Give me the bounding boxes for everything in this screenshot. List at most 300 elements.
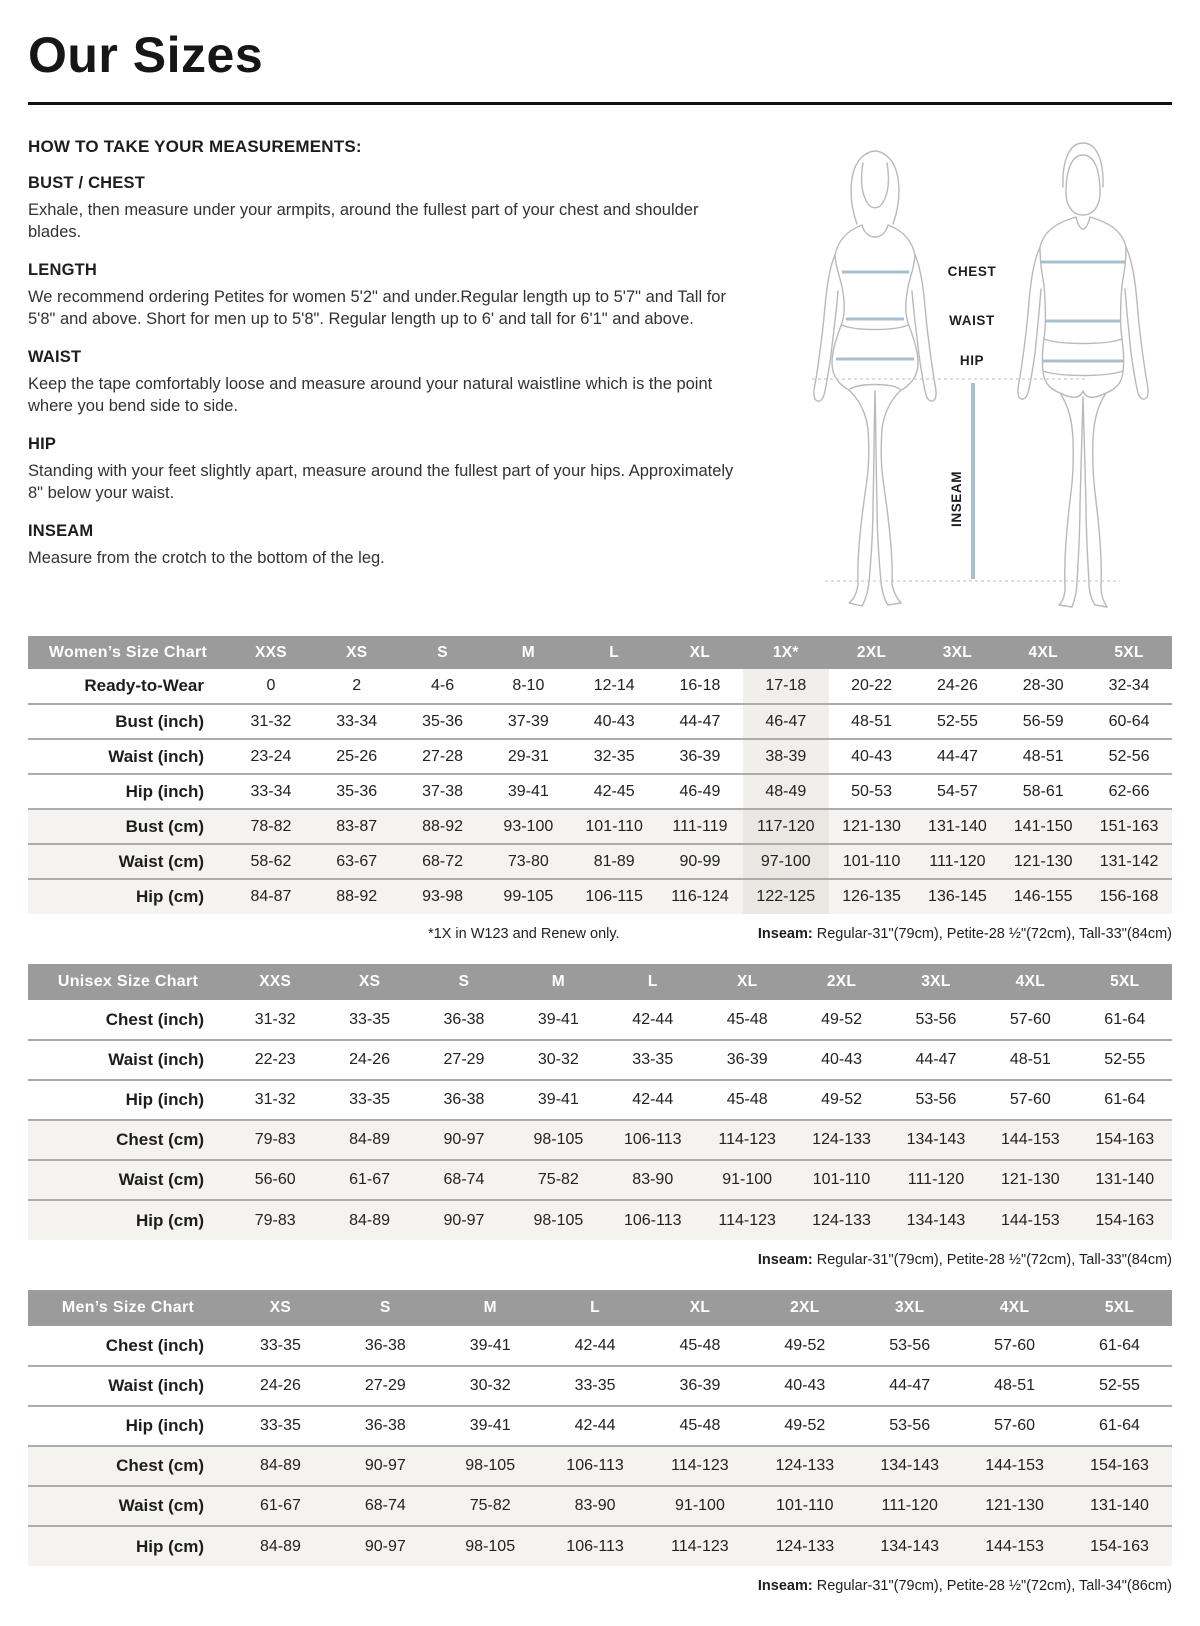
size-value: 35-36 xyxy=(336,782,378,800)
size-value: 50-53 xyxy=(851,782,893,800)
size-value: 48-51 xyxy=(851,712,893,730)
size-value: 57-60 xyxy=(1009,1091,1051,1108)
size-value: 0 xyxy=(266,677,276,694)
column-header: 4XL xyxy=(962,1290,1067,1326)
size-value: 31-32 xyxy=(254,1010,296,1028)
size-value: 46-47 xyxy=(743,704,829,739)
size-value: 121-130 xyxy=(1000,1171,1060,1188)
table-row xyxy=(28,704,1172,739)
size-chart-tables xyxy=(28,636,1172,1594)
size-value: 93-100 xyxy=(503,817,554,835)
table-row xyxy=(28,1200,1172,1240)
row-label: Waist (cm) xyxy=(118,1496,204,1515)
womens-size-chart xyxy=(28,636,1172,942)
size-value: 52-55 xyxy=(1099,1377,1140,1394)
size-value: 106-113 xyxy=(623,1211,682,1229)
size-value: 75-82 xyxy=(469,1497,511,1514)
size-value: 124-133 xyxy=(775,1457,835,1474)
instructions-heading: HOW TO TAKE YOUR MEASUREMENTS: xyxy=(28,137,362,156)
size-value: 60-64 xyxy=(1108,712,1150,730)
size-value: 90-97 xyxy=(443,1211,485,1229)
size-value: 32-35 xyxy=(593,747,635,765)
size-value: 151-163 xyxy=(1099,817,1159,835)
column-header: XXS xyxy=(228,636,314,669)
mens-size-table xyxy=(28,1290,1172,1566)
womens-notes xyxy=(28,926,1172,942)
size-value: 39-41 xyxy=(507,782,549,800)
table-row xyxy=(28,1406,1172,1446)
size-value: 49-52 xyxy=(784,1417,826,1434)
size-value: 24-26 xyxy=(936,677,978,694)
instruction-section-title: WAIST xyxy=(28,347,82,366)
column-header: 1X* xyxy=(743,636,829,669)
row-label: Waist (cm) xyxy=(118,1170,204,1189)
size-value: 98-105 xyxy=(465,1537,516,1555)
size-value: 39-41 xyxy=(469,1336,511,1354)
size-value: 33-35 xyxy=(259,1336,301,1354)
size-value: 49-52 xyxy=(821,1091,862,1108)
mens-notes xyxy=(28,1578,1172,1594)
table-row xyxy=(28,1040,1172,1080)
header-row xyxy=(28,636,1172,669)
row-label: Bust (inch) xyxy=(115,711,204,731)
column-header: 2XL xyxy=(752,1290,857,1326)
size-value: 121-130 xyxy=(1013,852,1073,870)
size-value: 144-153 xyxy=(985,1537,1044,1555)
size-value: 28-30 xyxy=(1022,677,1064,694)
size-value: 30-32 xyxy=(469,1377,511,1394)
size-value: 58-61 xyxy=(1022,782,1064,800)
size-value: 154-163 xyxy=(1090,1537,1149,1555)
size-value: 32-34 xyxy=(1108,677,1150,694)
table-row xyxy=(28,1526,1172,1566)
size-value: 53-56 xyxy=(889,1417,931,1434)
size-value: 121-130 xyxy=(842,817,901,835)
size-value: 83-90 xyxy=(574,1497,616,1514)
row-label: Ready-to-Wear xyxy=(84,676,204,695)
instruction-section xyxy=(28,174,753,244)
instruction-section-body: Keep the tape comfortably loose and measure around your natural waistline which is the point where you bend side to side. xyxy=(28,374,713,416)
size-value: 61-64 xyxy=(1104,1010,1146,1028)
size-value: 83-90 xyxy=(632,1171,674,1188)
size-value: 33-35 xyxy=(349,1091,391,1108)
size-value: 61-64 xyxy=(1104,1091,1146,1108)
size-value: 101-110 xyxy=(842,852,901,870)
row-label: Waist (inch) xyxy=(108,1050,204,1069)
measurement-instructions xyxy=(28,129,753,616)
size-value: 42-45 xyxy=(593,782,635,800)
table-row xyxy=(28,1000,1172,1040)
size-value: 16-18 xyxy=(679,677,721,694)
size-value: 45-48 xyxy=(726,1010,768,1028)
body-outlines xyxy=(814,143,1148,607)
size-value: 90-97 xyxy=(364,1457,406,1474)
size-value: 25-26 xyxy=(336,747,378,765)
size-value: 84-89 xyxy=(349,1131,391,1148)
table-row xyxy=(28,1080,1172,1120)
size-value: 57-60 xyxy=(994,1417,1036,1434)
size-value: 79-83 xyxy=(254,1131,296,1148)
note: Inseam: Regular-31"(79cm), Petite-28 ½"(72cm), Tall-33"(84cm) xyxy=(757,1252,1172,1268)
size-value: 68-74 xyxy=(364,1497,406,1514)
size-value: 106-113 xyxy=(623,1131,682,1148)
size-value: 84-89 xyxy=(259,1457,301,1474)
table-row xyxy=(28,1120,1172,1160)
chart-title: Unisex Size Chart xyxy=(28,964,228,1000)
size-value: 134-143 xyxy=(906,1131,966,1148)
chart-title: Men’s Size Chart xyxy=(28,1290,228,1326)
size-value: 57-60 xyxy=(1009,1010,1051,1028)
table-row xyxy=(28,1326,1172,1366)
size-value: 17-18 xyxy=(743,669,829,704)
size-value: 35-36 xyxy=(422,712,463,730)
size-value: 91-100 xyxy=(675,1497,725,1514)
size-value: 38-39 xyxy=(743,739,829,774)
row-label: Hip (inch) xyxy=(125,1416,204,1435)
size-value: 46-49 xyxy=(679,782,721,800)
table-row xyxy=(28,1446,1172,1486)
size-value: 44-47 xyxy=(679,712,721,730)
table-row xyxy=(28,1366,1172,1406)
table-row xyxy=(28,809,1172,844)
column-header: 3XL xyxy=(889,964,983,1000)
size-value: 36-38 xyxy=(443,1010,485,1028)
size-value: 78-82 xyxy=(250,817,292,835)
size-value: 131-142 xyxy=(1099,852,1159,870)
size-value: 53-56 xyxy=(915,1091,957,1108)
size-value: 114-123 xyxy=(718,1211,776,1229)
column-header: 5XL xyxy=(1078,964,1172,1000)
mens-size-chart xyxy=(28,1290,1172,1594)
column-header: XS xyxy=(228,1290,333,1326)
column-header: XL xyxy=(700,964,794,1000)
size-value: 40-43 xyxy=(851,747,893,765)
size-value: 154-163 xyxy=(1095,1131,1155,1148)
column-header: L xyxy=(606,964,700,1000)
size-value: 84-89 xyxy=(259,1537,301,1555)
size-value: 36-39 xyxy=(679,1377,721,1394)
size-value: 144-153 xyxy=(1000,1211,1060,1229)
size-value: 91-100 xyxy=(722,1171,773,1188)
size-value: 44-47 xyxy=(936,747,978,765)
size-value: 29-31 xyxy=(507,747,549,765)
row-label: Waist (inch) xyxy=(108,746,204,766)
row-label: Waist (cm) xyxy=(118,851,204,871)
size-value: 52-56 xyxy=(1108,747,1150,765)
row-label: Chest (inch) xyxy=(105,1009,204,1029)
size-value: 24-26 xyxy=(349,1051,391,1068)
size-value: 33-35 xyxy=(632,1051,674,1068)
unisex-size-table xyxy=(28,964,1172,1240)
size-value: 111-120 xyxy=(881,1497,938,1514)
size-value: 62-66 xyxy=(1108,782,1150,800)
size-value: 61-67 xyxy=(349,1171,391,1188)
column-header: 5XL xyxy=(1086,636,1172,669)
size-value: 42-44 xyxy=(632,1091,674,1108)
size-value: 134-143 xyxy=(906,1211,966,1229)
size-value: 27-28 xyxy=(422,747,463,765)
size-value: 23-24 xyxy=(250,747,292,765)
size-value: 36-39 xyxy=(726,1051,768,1068)
row-label: Hip (cm) xyxy=(136,887,204,906)
row-label: Chest (cm) xyxy=(116,1130,204,1149)
instruction-sections xyxy=(28,174,753,569)
header-row xyxy=(28,1290,1172,1326)
size-value: 61-64 xyxy=(1099,1417,1140,1434)
size-value: 36-38 xyxy=(364,1336,406,1354)
size-value: 40-43 xyxy=(821,1051,862,1068)
size-value: 39-41 xyxy=(537,1091,579,1108)
size-value: 111-119 xyxy=(672,817,728,835)
size-value: 84-89 xyxy=(349,1211,391,1229)
table-row xyxy=(28,1486,1172,1526)
size-value: 45-48 xyxy=(726,1091,768,1108)
column-header: M xyxy=(485,636,571,669)
size-value: 146-155 xyxy=(1013,888,1073,905)
size-value: 33-34 xyxy=(336,712,378,730)
inseam-label: INSEAM xyxy=(949,470,964,527)
page-title: Our Sizes xyxy=(28,27,264,83)
size-value: 56-60 xyxy=(254,1171,296,1188)
row-label: Hip (inch) xyxy=(125,1090,204,1109)
size-value: 48-51 xyxy=(994,1377,1036,1394)
instruction-section-body: Exhale, then measure under your armpits, around the fullest part of your chest and shoulder blades. xyxy=(28,201,699,242)
size-value: 33-34 xyxy=(250,782,292,800)
size-value: 58-62 xyxy=(250,852,292,870)
size-value: 4-6 xyxy=(430,677,455,694)
size-value: 98-105 xyxy=(465,1457,516,1474)
column-header: S xyxy=(417,964,511,1000)
column-header: 3XL xyxy=(857,1290,962,1326)
table-row xyxy=(28,669,1172,704)
size-value: 39-41 xyxy=(537,1010,579,1028)
column-header: M xyxy=(511,964,605,1000)
size-value: 99-105 xyxy=(503,888,554,905)
size-value: 101-110 xyxy=(585,817,643,835)
size-value: 124-133 xyxy=(812,1131,871,1148)
column-header: 3XL xyxy=(915,636,1001,669)
size-value: 90-99 xyxy=(679,852,721,870)
size-value: 44-47 xyxy=(915,1051,957,1068)
size-value: 114-123 xyxy=(718,1131,776,1148)
size-value: 31-32 xyxy=(254,1091,296,1108)
instruction-section xyxy=(28,261,753,331)
size-value: 42-44 xyxy=(574,1336,616,1354)
row-label: Chest (inch) xyxy=(105,1335,204,1355)
column-header: 2XL xyxy=(794,964,888,1000)
size-value: 20-22 xyxy=(851,677,893,694)
size-value: 79-83 xyxy=(254,1211,296,1229)
size-value: 36-39 xyxy=(679,747,721,765)
size-value: 88-92 xyxy=(422,817,463,835)
measurements-section xyxy=(28,129,1172,616)
size-value: 141-150 xyxy=(1013,817,1073,835)
table-row xyxy=(28,1160,1172,1200)
table-row xyxy=(28,879,1172,914)
column-header: XS xyxy=(314,636,400,669)
size-value: 30-32 xyxy=(537,1051,579,1068)
size-value: 45-48 xyxy=(679,1417,721,1434)
instruction-section xyxy=(28,348,753,418)
size-value: 33-35 xyxy=(349,1010,391,1028)
size-value: 68-74 xyxy=(443,1171,485,1188)
column-header: XS xyxy=(322,964,416,1000)
size-value: 154-163 xyxy=(1090,1457,1149,1474)
column-header: 4XL xyxy=(1000,636,1086,669)
instruction-section-title: LENGTH xyxy=(28,260,98,279)
size-value: 97-100 xyxy=(743,844,829,879)
size-value: 131-140 xyxy=(928,817,987,835)
size-value: 144-153 xyxy=(985,1457,1044,1474)
size-value: 37-39 xyxy=(507,712,549,730)
column-header: 5XL xyxy=(1067,1290,1172,1326)
size-value: 61-67 xyxy=(259,1497,301,1514)
column-header: L xyxy=(571,636,657,669)
size-value: 48-49 xyxy=(743,774,829,809)
size-value: 27-29 xyxy=(443,1051,485,1068)
size-value: 134-143 xyxy=(880,1457,940,1474)
size-value: 93-98 xyxy=(422,888,463,905)
size-value: 121-130 xyxy=(985,1497,1044,1514)
note: Inseam: Regular-31"(79cm), Petite-28 ½"(72cm), Tall-33"(84cm) xyxy=(757,926,1172,942)
size-value: 61-64 xyxy=(1099,1336,1140,1354)
size-value: 124-133 xyxy=(812,1211,871,1229)
chart-title: Women’s Size Chart xyxy=(28,636,228,669)
size-value: 22-23 xyxy=(254,1051,296,1068)
instruction-section-title: HIP xyxy=(28,434,57,453)
size-value: 134-143 xyxy=(880,1537,940,1555)
size-value: 27-29 xyxy=(364,1377,406,1394)
size-value: 90-97 xyxy=(364,1537,406,1555)
size-value: 136-145 xyxy=(928,888,987,905)
size-value: 98-105 xyxy=(533,1131,584,1148)
size-value: 52-55 xyxy=(936,712,978,730)
size-value: 45-48 xyxy=(679,1336,721,1354)
size-value: 114-123 xyxy=(671,1537,729,1555)
size-value: 53-56 xyxy=(915,1010,957,1028)
column-header: 4XL xyxy=(983,964,1077,1000)
size-value: 52-55 xyxy=(1104,1051,1146,1068)
table-row xyxy=(28,774,1172,809)
column-header: L xyxy=(543,1290,648,1326)
size-value: 8-10 xyxy=(512,677,545,694)
size-value: 84-87 xyxy=(250,888,292,905)
size-value: 101-110 xyxy=(812,1171,871,1188)
column-header: S xyxy=(400,636,486,669)
column-header: S xyxy=(333,1290,438,1326)
size-value: 111-120 xyxy=(929,852,986,870)
table-row xyxy=(28,844,1172,879)
size-value: 88-92 xyxy=(336,888,378,905)
size-value: 106-113 xyxy=(566,1457,624,1474)
womens-size-table xyxy=(28,636,1172,914)
size-value: 12-14 xyxy=(593,677,635,694)
size-value: 106-115 xyxy=(585,888,643,905)
size-value: 57-60 xyxy=(994,1336,1036,1354)
waist-label: WAIST xyxy=(949,313,995,328)
size-value: 124-133 xyxy=(775,1537,835,1555)
size-value: 42-44 xyxy=(574,1417,616,1434)
size-value: 114-123 xyxy=(671,1457,729,1474)
size-value: 44-47 xyxy=(889,1377,931,1394)
instruction-section-body: Standing with your feet slightly apart, measure around the fullest part of your hips. Approximately 8" below your waist. xyxy=(28,461,734,503)
row-label: Chest (cm) xyxy=(116,1456,204,1475)
column-header: M xyxy=(438,1290,543,1326)
size-value: 144-153 xyxy=(1000,1131,1060,1148)
size-value: 39-41 xyxy=(469,1417,511,1434)
instruction-section xyxy=(28,435,753,505)
size-value: 56-59 xyxy=(1022,712,1064,730)
size-value: 49-52 xyxy=(784,1336,826,1354)
row-label: Hip (cm) xyxy=(136,1210,204,1230)
size-value: 63-67 xyxy=(336,852,378,870)
size-value: 154-163 xyxy=(1095,1211,1155,1229)
row-label: Bust (cm) xyxy=(125,816,204,836)
column-header: XL xyxy=(648,1290,753,1326)
size-value: 54-57 xyxy=(936,782,978,800)
size-value: 126-135 xyxy=(842,888,901,905)
size-value: 37-38 xyxy=(422,782,463,800)
size-value: 48-51 xyxy=(1009,1051,1051,1068)
instruction-section-body: Measure from the crotch to the bottom of the leg. xyxy=(28,548,385,567)
size-value: 98-105 xyxy=(533,1211,584,1229)
size-value: 2 xyxy=(352,677,362,694)
size-value: 73-80 xyxy=(507,852,549,870)
title-divider xyxy=(28,102,1172,105)
size-value: 36-38 xyxy=(364,1417,406,1434)
hip-label: HIP xyxy=(959,353,985,368)
row-label: Waist (inch) xyxy=(108,1376,204,1395)
measurement-figure xyxy=(780,129,1172,616)
note: Inseam: Regular-31"(79cm), Petite-28 ½"(72cm), Tall-34"(86cm) xyxy=(757,1578,1172,1594)
instruction-section xyxy=(28,522,753,569)
size-value: 101-110 xyxy=(776,1497,834,1514)
size-value: 81-89 xyxy=(593,852,635,870)
size-value: 83-87 xyxy=(336,817,378,835)
chest-label: CHEST xyxy=(947,264,997,279)
size-value: 156-168 xyxy=(1099,888,1159,905)
size-value: 68-72 xyxy=(422,852,463,870)
size-value: 36-38 xyxy=(443,1091,485,1108)
size-value: 33-35 xyxy=(259,1417,301,1434)
instruction-section-title: INSEAM xyxy=(28,521,94,540)
size-value: 131-140 xyxy=(1095,1171,1155,1188)
size-value: 40-43 xyxy=(784,1377,826,1394)
size-value: 49-52 xyxy=(821,1010,862,1028)
size-value: 116-124 xyxy=(671,888,729,905)
size-value: 131-140 xyxy=(1090,1497,1149,1514)
body-measurement-diagram xyxy=(780,129,1172,611)
size-value: 42-44 xyxy=(632,1010,674,1028)
column-header: XXS xyxy=(228,964,322,1000)
row-label: Hip (cm) xyxy=(136,1536,204,1556)
size-value: 111-120 xyxy=(907,1171,965,1188)
size-value: 117-120 xyxy=(743,809,829,844)
size-value: 90-97 xyxy=(443,1131,485,1148)
unisex-notes xyxy=(28,1252,1172,1268)
size-value: 122-125 xyxy=(743,879,829,914)
note: *1X in W123 and Renew only. xyxy=(428,926,620,942)
size-value: 24-26 xyxy=(259,1377,301,1394)
unisex-size-chart xyxy=(28,964,1172,1268)
size-value: 48-51 xyxy=(1022,747,1064,765)
table-row xyxy=(28,739,1172,774)
size-value: 33-35 xyxy=(574,1377,616,1394)
row-label: Hip (inch) xyxy=(125,781,204,801)
size-value: 31-32 xyxy=(250,712,292,730)
column-header: 2XL xyxy=(829,636,915,669)
instruction-section-title: BUST / CHEST xyxy=(28,174,145,192)
